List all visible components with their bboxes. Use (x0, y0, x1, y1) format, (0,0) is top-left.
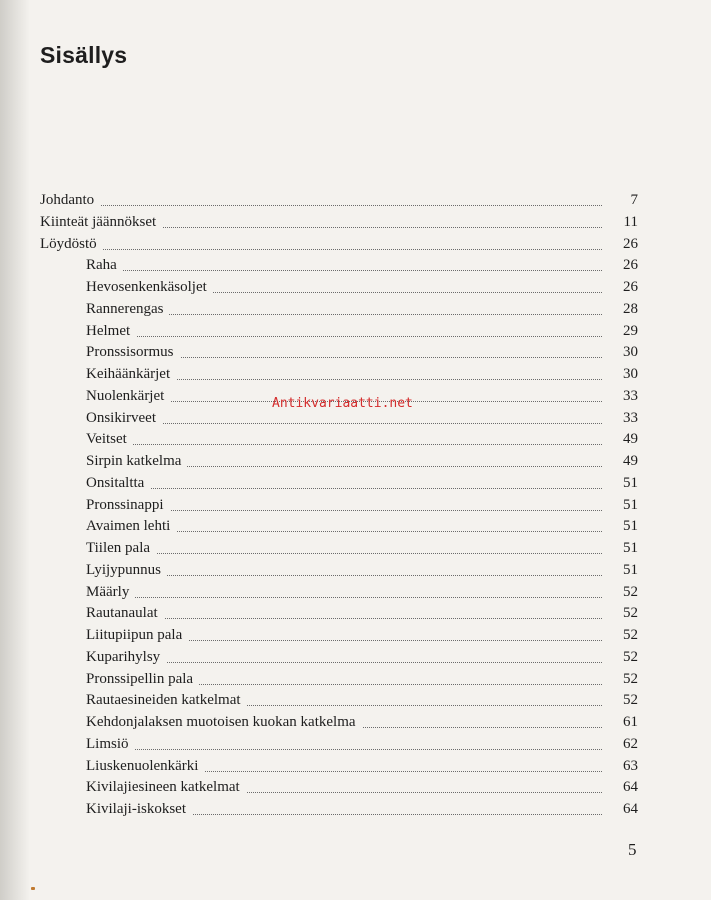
toc-entry (40, 516, 638, 538)
toc-entry-label: Limsiö (86, 734, 135, 756)
toc-entry-page: 26 (617, 277, 638, 299)
dot-leader (86, 336, 602, 337)
toc-entry-page: 64 (617, 799, 638, 821)
toc-entry (40, 473, 638, 495)
toc-entry (40, 669, 638, 691)
toc-entry-label: Löydöstö (40, 234, 103, 256)
toc-entry-label: Liuskenuolenkärki (86, 756, 204, 778)
toc-entry-label: Keihäänkärjet (86, 364, 176, 386)
toc-entry-page: 52 (617, 603, 638, 625)
toc-entry (40, 734, 638, 756)
page-title: Sisällys (40, 42, 128, 68)
toc-entry-page: 52 (617, 647, 638, 669)
toc-entry (40, 234, 638, 256)
toc-entry (40, 212, 638, 234)
toc-entry-label: Liitupiipun pala (86, 625, 188, 647)
toc-entry (40, 190, 638, 212)
toc-entry-page: 49 (617, 451, 638, 473)
toc-entry-label: Sirpin katkelma (86, 451, 187, 473)
toc-entry-page: 52 (617, 582, 638, 604)
page-number: 5 (628, 840, 637, 859)
toc-entry-page: 33 (617, 408, 638, 430)
toc-entry (40, 625, 638, 647)
toc-entry-page: 52 (617, 669, 638, 691)
toc-entry-label: Avaimen lehti (86, 516, 176, 538)
toc-entry (40, 429, 638, 451)
dot-leader (40, 205, 602, 206)
toc-entry (40, 799, 638, 821)
toc-entry-label: Rautaesineiden katkelmat (86, 690, 247, 712)
toc-entry-label: Raha (86, 255, 123, 277)
toc-entry-label: Pronssisormus (86, 342, 180, 364)
toc-entry-page: 51 (617, 560, 638, 582)
toc-entry-label: Määrly (86, 582, 135, 604)
toc-entry-label: Kivilaji-iskokset (86, 799, 192, 821)
toc-entry-page: 28 (617, 299, 638, 321)
toc-entry-page: 52 (617, 690, 638, 712)
toc-entry-page: 26 (617, 234, 638, 256)
toc-entry-page: 63 (617, 756, 638, 778)
toc-entry (40, 321, 638, 343)
toc-entry-label: Rannerengas (86, 299, 169, 321)
toc-entry-label: Onsitaltta (86, 473, 150, 495)
toc-entry (40, 777, 638, 799)
toc-entry-page: 11 (618, 212, 638, 234)
toc-entry-label: Nuolenkärjet (86, 386, 170, 408)
toc-entry-label: Kivilajiesineen katkelmat (86, 777, 246, 799)
toc-entry-label: Kehdonjalaksen muotoisen kuokan katkelma (86, 712, 362, 734)
corner-mark (31, 887, 35, 890)
dot-leader (40, 249, 602, 250)
toc-entry-page: 30 (617, 342, 638, 364)
toc-entry-label: Pronssipellin pala (86, 669, 199, 691)
toc-entry-page: 51 (617, 538, 638, 560)
dot-leader (86, 270, 602, 271)
toc-entry (40, 603, 638, 625)
dot-leader (86, 423, 602, 424)
toc-entry-label: Tiilen pala (86, 538, 156, 560)
toc-entry-page: 49 (617, 429, 638, 451)
toc-entry (40, 255, 638, 277)
toc-entry-page: 7 (625, 190, 639, 212)
toc-entry-label: Veitset (86, 429, 133, 451)
toc-entry (40, 495, 638, 517)
toc-entry-label: Johdanto (40, 190, 100, 212)
toc-entry (40, 277, 638, 299)
toc-entry-label: Onsikirveet (86, 408, 162, 430)
page-edge-shadow (0, 0, 30, 900)
toc-entry (40, 582, 638, 604)
toc-entry-page: 51 (617, 495, 638, 517)
toc-entry (40, 299, 638, 321)
toc-entry (40, 560, 638, 582)
toc-entry-label: Kiinteät jäännökset (40, 212, 162, 234)
toc-entry (40, 712, 638, 734)
toc-entry (40, 690, 638, 712)
toc-entry-label: Kuparihylsy (86, 647, 166, 669)
toc-entry-page: 29 (617, 321, 638, 343)
dot-leader (86, 488, 602, 489)
toc-entry-page: 51 (617, 516, 638, 538)
toc-entry-page: 30 (617, 364, 638, 386)
toc-entry-page: 33 (617, 386, 638, 408)
table-of-contents (40, 190, 638, 821)
toc-entry-label: Helmet (86, 321, 136, 343)
toc-entry-page: 62 (617, 734, 638, 756)
toc-entry-page: 64 (617, 777, 638, 799)
toc-entry-label: Rautanaulat (86, 603, 164, 625)
toc-entry-page: 51 (617, 473, 638, 495)
toc-entry (40, 451, 638, 473)
dot-leader (86, 597, 602, 598)
toc-entry-label: Lyijypunnus (86, 560, 167, 582)
toc-entry-label: Hevosenkenkäsoljet (86, 277, 213, 299)
toc-entry (40, 647, 638, 669)
toc-entry-page: 61 (617, 712, 638, 734)
dot-leader (86, 553, 602, 554)
toc-entry-page: 26 (617, 255, 638, 277)
watermark: Antikvariaatti.net (272, 396, 413, 411)
toc-entry-label: Pronssinappi (86, 495, 170, 517)
dot-leader (86, 444, 602, 445)
toc-entry (40, 342, 638, 364)
dot-leader (86, 749, 602, 750)
toc-entry-page: 52 (617, 625, 638, 647)
toc-entry (40, 364, 638, 386)
toc-entry (40, 756, 638, 778)
toc-entry (40, 538, 638, 560)
